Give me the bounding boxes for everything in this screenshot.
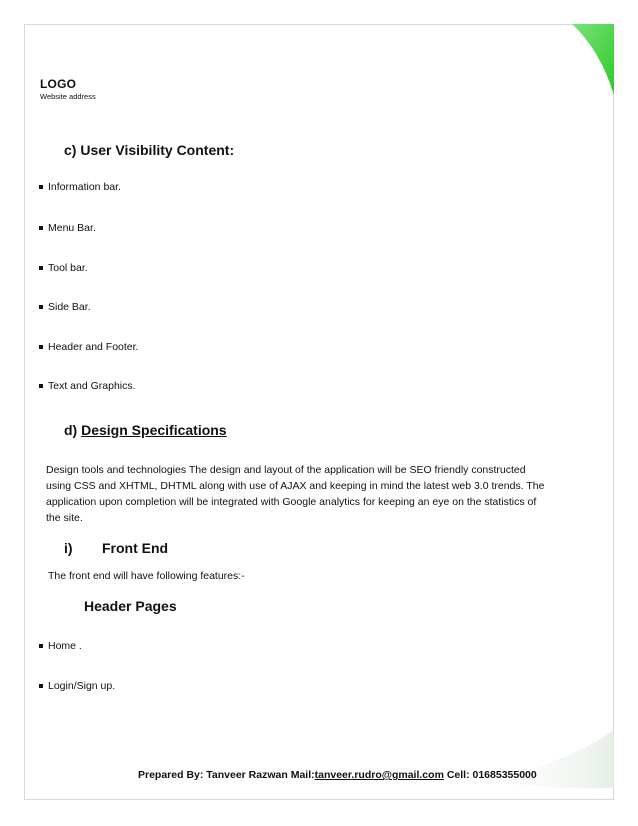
list-item: Tool bar. xyxy=(39,262,88,274)
list-item: Side Bar. xyxy=(39,301,91,313)
list-item: Information bar. xyxy=(39,181,121,193)
bullet-square-icon xyxy=(39,266,43,270)
section-d-title: Design Specifications xyxy=(81,422,227,438)
paragraph-line: using CSS and XHTML, DHTML along with use of AJAX and keeping in mind the latest web 3.0 trends. The xyxy=(46,480,545,492)
list-item: Home . xyxy=(39,640,82,652)
bullet-square-icon xyxy=(39,684,43,688)
footer xyxy=(138,769,537,781)
footer-mail-label: Mail: xyxy=(290,769,315,781)
bullet-square-icon xyxy=(39,226,43,230)
list-item: Login/Sign up. xyxy=(39,680,115,692)
paragraph-line: the site. xyxy=(46,512,83,524)
top-right-swoosh xyxy=(572,24,614,95)
bullet-square-icon xyxy=(39,644,43,648)
design-paragraph xyxy=(46,462,594,526)
header-pages-heading: Header Pages xyxy=(84,598,177,614)
footer-prepared: Prepared By: Tanveer Razwan xyxy=(138,769,288,781)
section-i-title: Front End xyxy=(102,540,169,556)
paragraph-line: application upon completion will be integrated with Google analytics for keeping an eye on the statistics of xyxy=(46,496,537,508)
footer-mail-link[interactable]: tanveer.rudro@gmail.com xyxy=(314,769,444,781)
list-item: Text and Graphics. xyxy=(39,380,136,392)
paragraph-line: Design tools and technologies The design and layout of the application will be SEO friendly constructed xyxy=(46,464,526,476)
logo: LOGO xyxy=(40,77,77,91)
section-c-heading: c) User Visibility Content: xyxy=(64,142,235,158)
section-i-number: i) xyxy=(64,540,73,556)
website-address: Website address xyxy=(40,92,96,101)
front-end-intro: The front end will have following features:- xyxy=(48,570,245,582)
section-d-heading: d) Design Specifications xyxy=(64,422,227,438)
list-item: Menu Bar. xyxy=(39,222,96,234)
footer-cell: Cell: 01685355000 xyxy=(446,769,537,781)
bullet-square-icon xyxy=(39,305,43,309)
bullet-square-icon xyxy=(39,384,43,388)
bullet-square-icon xyxy=(39,345,43,349)
bullet-square-icon xyxy=(39,185,43,189)
list-item: Header and Footer. xyxy=(39,341,138,353)
